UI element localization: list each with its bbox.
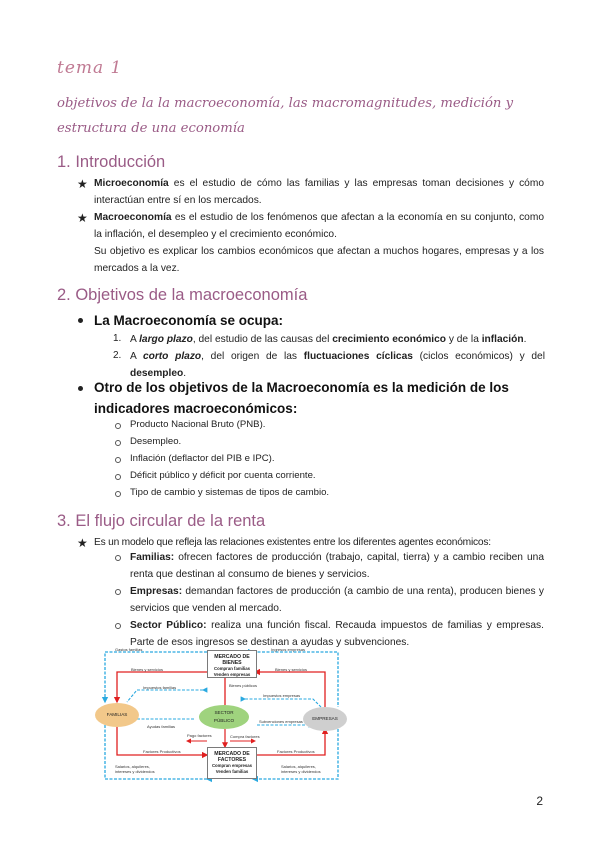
flow-label: Bienes y servicios: [275, 667, 308, 672]
circle-bullet-icon: [115, 440, 121, 446]
flow-label: Factores Productivos: [143, 749, 181, 754]
growth-term: crecimiento económico: [332, 334, 446, 345]
circle-bullet-icon: [115, 457, 121, 463]
empresas-node: EMPRESAS: [303, 707, 347, 731]
list-number: 1.: [113, 333, 122, 344]
circle-bullet-icon: [115, 623, 121, 629]
list-item: Inflación (deflactor del PIB e IPC).: [130, 453, 275, 464]
inflation-term: inflación: [481, 334, 524, 345]
mercado-factores-line: Venden familias: [215, 769, 249, 774]
micro-definition: [94, 175, 544, 209]
long-term-term: largo plazo: [139, 334, 193, 345]
macro-term: Macroeconomía: [94, 212, 172, 223]
bullet-dot-icon: [78, 318, 83, 323]
indicators-heading: Otro de los objetivos de la Macroeconomía es la medición de los indicadores macroeconómicos:: [94, 380, 509, 416]
sector-publico-text: realiza una función fiscal. Recauda impuestos de familias y empresas. Parte de esos ingresos se destinan a ayudas y subvenciones.: [130, 620, 544, 648]
list-item: Déficit público y déficit por cuenta corriente.: [130, 470, 316, 481]
circle-bullet-icon: [115, 555, 121, 561]
familias-term: Familias:: [130, 552, 175, 563]
tema-label: tema 1: [57, 58, 123, 78]
text: (ciclos económicos) y del: [419, 351, 545, 362]
flow-label: Salarios, alquileres, intereses y dividendos: [115, 764, 155, 774]
flow-label: Impuestos empresas: [263, 693, 301, 698]
circle-bullet-icon: [115, 474, 121, 480]
list-item: Producto Nacional Bruto (PNB).: [130, 419, 266, 430]
empresas-text: demandan factores de producción (a cambio de una renta), producen bienes y servicios que venden al mercado.: [130, 586, 544, 614]
empresas-item: [130, 583, 544, 617]
micro-term: Microeconomía: [94, 178, 169, 189]
text: .: [183, 368, 187, 379]
list-number: 2.: [113, 350, 122, 361]
sector-publico-item: [130, 617, 544, 651]
micro-text: es el estudio de cómo las familias y las empresas toman decisiones y cómo interactúan entre sí en los mercados.: [94, 178, 544, 206]
short-term-term: corto plazo: [142, 351, 202, 362]
section-1-title: 1. Introducción: [57, 153, 166, 171]
flow-label: Compra factores: [230, 734, 260, 739]
macro-text: es el estudio de los fenómenos que afectan a la economía en su conjunto, como la inflación, el desempleo y el crecimiento económico.: [94, 212, 544, 240]
text: , del estudio de las causas del: [192, 334, 330, 345]
text: y de la: [448, 334, 479, 345]
mercado-bienes-line: Venden empresas: [213, 672, 251, 677]
sector-publico-label: SECTOR: [214, 710, 234, 715]
long-term-item: [130, 331, 545, 348]
section-2-title: 2. Objetivos de la macroeconomía: [57, 286, 308, 304]
fluctuations-term: fluctuaciones cíclicas: [303, 351, 413, 362]
star-bullet-icon: ★: [77, 177, 88, 191]
text: .: [523, 334, 527, 345]
flow-label: Salarios, alquileres, intereses y dividendos: [281, 764, 321, 774]
flow-label: Ayudas familias: [147, 724, 175, 729]
circle-bullet-icon: [115, 423, 121, 429]
macro-definition: [94, 209, 544, 243]
document-subtitle: objetivos de la la macroeconomía, las macromagnitudes, medición y estructura de una economía: [57, 96, 514, 136]
mercado-bienes-box: [207, 650, 257, 678]
macro-objective: Su objetivo es explicar los cambios económicos que afectan a muchos hogares, empresas y a los mercados a la vez.: [94, 246, 544, 274]
flow-label: Ingresos empresas: [271, 647, 306, 652]
circle-bullet-icon: [115, 589, 121, 595]
mercado-bienes-line: Compran familias: [213, 666, 251, 671]
circular-flow-diagram: [95, 647, 350, 787]
sector-publico-term: Sector Público:: [130, 620, 207, 631]
model-intro: Es un modelo que refleja las relaciones existentes entre los diferentes agentes económicos:: [94, 537, 491, 548]
star-bullet-icon: ★: [77, 536, 88, 550]
flow-label: Impuestos familias: [143, 685, 177, 690]
sector-publico-label: PÚBLICO: [213, 718, 235, 723]
mercado-factores-box: [207, 747, 257, 779]
flow-label: Factores Productivos: [277, 749, 315, 754]
flow-label: Pago factores: [187, 733, 212, 738]
list-item: Desempleo.: [130, 436, 182, 447]
mercado-bienes-title: MERCADO DE BIENES: [214, 654, 250, 666]
flow-label: Bienes y servicios: [131, 667, 164, 672]
flow-label: Subvenciones empresas: [259, 719, 303, 724]
sector-publico-node: [199, 705, 249, 729]
star-bullet-icon: ★: [77, 211, 88, 225]
flow-label: Bienes públicos: [229, 683, 258, 688]
section-3-title: 3. El flujo circular de la renta: [57, 512, 266, 530]
macro-scope-heading: La Macroeconomía se ocupa:: [94, 313, 284, 328]
text: A: [130, 334, 137, 345]
unemployment-term: desempleo: [130, 368, 184, 379]
page-number: 2: [536, 794, 543, 808]
familias-item: [130, 549, 544, 583]
mercado-factores-title: MERCADO DE FACTORES: [214, 751, 250, 763]
bullet-dot-icon: [78, 386, 83, 391]
text: , del origen de las: [201, 351, 298, 362]
list-item: Tipo de cambio y sistemas de tipos de cambio.: [130, 487, 330, 498]
circle-bullet-icon: [115, 491, 121, 497]
empresas-term: Empresas:: [130, 586, 183, 597]
text: A: [130, 351, 137, 362]
familias-text: ofrecen factores de producción (trabajo, capital, tierra) y a cambio reciben una renta que destinan al consumo de bienes y servicios.: [130, 552, 544, 580]
flow-label: Gastos familias: [115, 647, 143, 652]
familias-node: FAMILIAS: [95, 703, 139, 727]
mercado-factores-line: Compran empresas: [211, 763, 253, 768]
